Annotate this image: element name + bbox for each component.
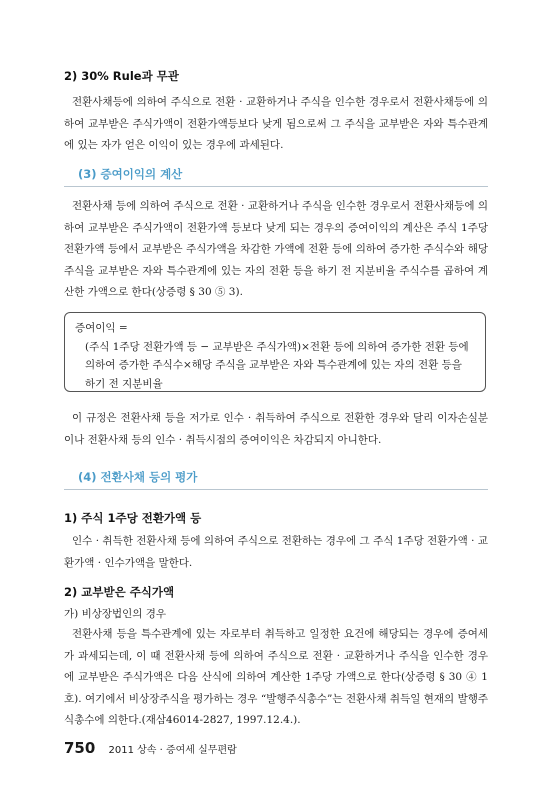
- formula-text: (주식 1주당 전환가액 등 − 교부받은 주식가액)×전환 등에 의하여 증가한 전환 등에 의하여 증가한 주식수×해당 주식을 교부받은 자와 특수관계에 있는 자의 전환 등을 하기 전 지분비율: [85, 340, 469, 390]
- heading-divider: [64, 186, 488, 187]
- page-footer: [64, 739, 237, 757]
- subheading-received-share-price: 2) 교부받은 주식가액: [64, 585, 175, 599]
- book-title: 2011 상속 · 증여세 실무편람: [108, 745, 237, 756]
- paragraph-text: 인수 · 취득한 전환사채 등에 의하여 주식으로 전환하는 경우에 그 주식 1주당 전환가액 · 교환가액 · 인수가액을 말한다.: [64, 535, 488, 569]
- formula-label: 증여이익 =: [75, 322, 128, 334]
- paragraph-30-rule: [64, 92, 488, 157]
- paragraph-unlisted: [64, 624, 488, 732]
- section-heading-gift-profit: (3) 증여이익의 계산: [78, 167, 183, 181]
- page-number: 750: [64, 739, 96, 757]
- subheading-conversion-price: 1) 주식 1주당 전환가액 등: [64, 511, 202, 525]
- paragraph-text: 전환사채등에 의하여 주식으로 전환 · 교환하거나 주식을 인수한 경우로서 전환사채등에 의하여 교부받은 주식가액이 전환가액등보다 낮게 됨으로써 그 주식을 교부받은 자와 특수관계에 있는 자가 얻은 이익이 있는 경우에 과세된다.: [64, 96, 488, 152]
- formula-box: [64, 312, 486, 392]
- paragraph-text: 전환사채 등을 특수관계에 있는 자로부터 취득하고 일정한 요건에 해당되는 경우에 증여세가 과세되는데, 이 때 전환사채 등에 의하여 주식으로 전환 · 교환하거나 주식을 인수한 경우에 교부받은 주식가액은 다음 산식에 의하여 계산한 1주당 가액으로 한다(상증령 § 30 ④ 1호). 여기에서 비상장주식을 평가하는 경우 “발행주식총수”는 전환사채 취득일 현재의 발행주식총수에 의한다.(재삼46014-2827, 1997.12.4.).: [64, 628, 488, 727]
- paragraph-text: 이 규정은 전환사채 등을 저가로 인수 · 취득하여 주식으로 전환한 경우와 달리 이자손실분이나 전환사채 등의 인수 · 취득시점의 증여이익은 차감되지 아니한다.: [64, 412, 488, 446]
- section-heading-30-rule: 2) 30% Rule과 무관: [64, 69, 179, 83]
- heading-divider: [64, 489, 488, 490]
- paragraph-text: 전환사채 등에 의하여 주식으로 전환 · 교환하거나 주식을 인수한 경우로서 전환사채등에 의하여 교부받은 주식가액이 전환가액 등보다 낮게 되는 경우의 증여이익의 계산은 주식 1주당 전환가액 등에서 교부받은 주식가액을 차감한 가액에 전환 등에 의하여 증가한 주식수와 해당 주식을 교부받은 자와 특수관계에 있는 자의 전환 등을 하기 전 지분비율 주식수를 곱하여 계산한 가액으로 한다(상증령 § 30 ⑤ 3).: [64, 200, 488, 299]
- subheading-unlisted: 가) 비상장법인의 경우: [64, 608, 167, 620]
- paragraph-gift-calc: [64, 196, 488, 304]
- paragraph-note: [64, 408, 488, 451]
- paragraph-conversion-price: [64, 531, 488, 574]
- section-heading-valuation: (4) 전환사채 등의 평가: [78, 470, 198, 484]
